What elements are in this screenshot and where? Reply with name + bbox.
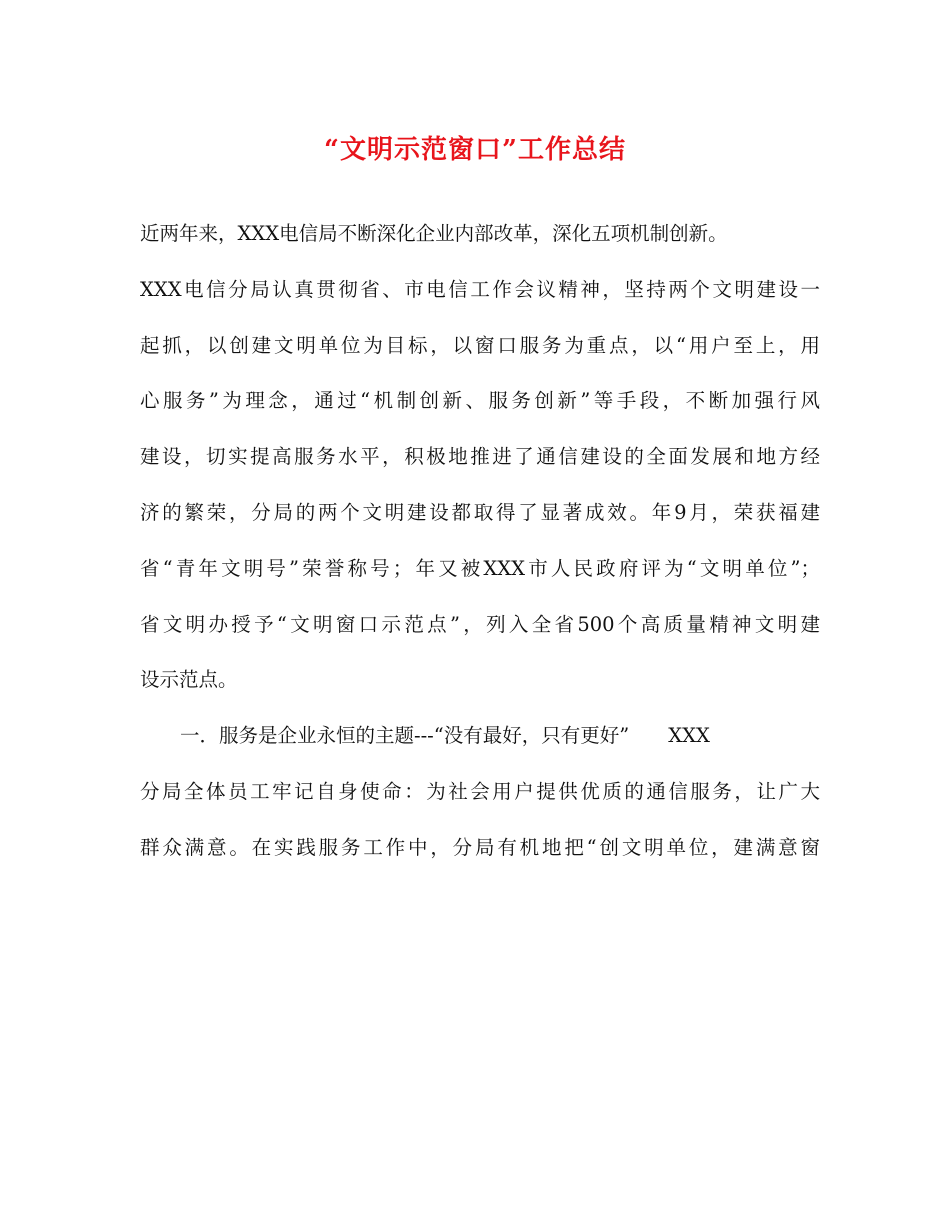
body-line-1: 近两年来，XXX电信局不断深化企业内部改革，深化五项机制创新。 bbox=[140, 222, 728, 245]
section-heading-line: 一．服务是企业永恒的主题---“没有最好，只有更好” XXX bbox=[180, 724, 710, 748]
body-line-8: 省文明办授予“文明窗口示范点”，列入全省500个高质量精神文明建 bbox=[140, 612, 820, 636]
body-line-2: XXX电信分局认真贯彻省、市电信工作会议精神，坚持两个文明建设一 bbox=[140, 277, 820, 301]
body-line-12: 群众满意。在实践服务工作中，分局有机地把“创文明单位，建满意窗 bbox=[140, 835, 820, 859]
body-line-7: 省“青年文明号”荣誉称号；年又被XXX市人民政府评为“文明单位”； bbox=[140, 556, 820, 580]
document-title: “文明示范窗口”工作总结 bbox=[324, 135, 626, 165]
document-body bbox=[140, 212, 820, 882]
body-line-4: 心服务”为理念，通过“机制创新、服务创新”等手段，不断加强行风 bbox=[140, 389, 820, 413]
body-line-9: 设示范点。 bbox=[140, 668, 238, 692]
body-line-3: 起抓，以创建文明单位为目标，以窗口服务为重点，以“用户至上，用 bbox=[140, 333, 820, 357]
body-line-6: 济的繁荣，分局的两个文明建设都取得了显著成效。年9月，荣获福建 bbox=[140, 500, 820, 524]
body-line-5: 建设，切实提高服务水平，积极地推进了通信建设的全面发展和地方经 bbox=[140, 445, 820, 469]
body-line-11: 分局全体员工牢记自身使命：为社会用户提供优质的通信服务，让广大 bbox=[140, 779, 820, 803]
